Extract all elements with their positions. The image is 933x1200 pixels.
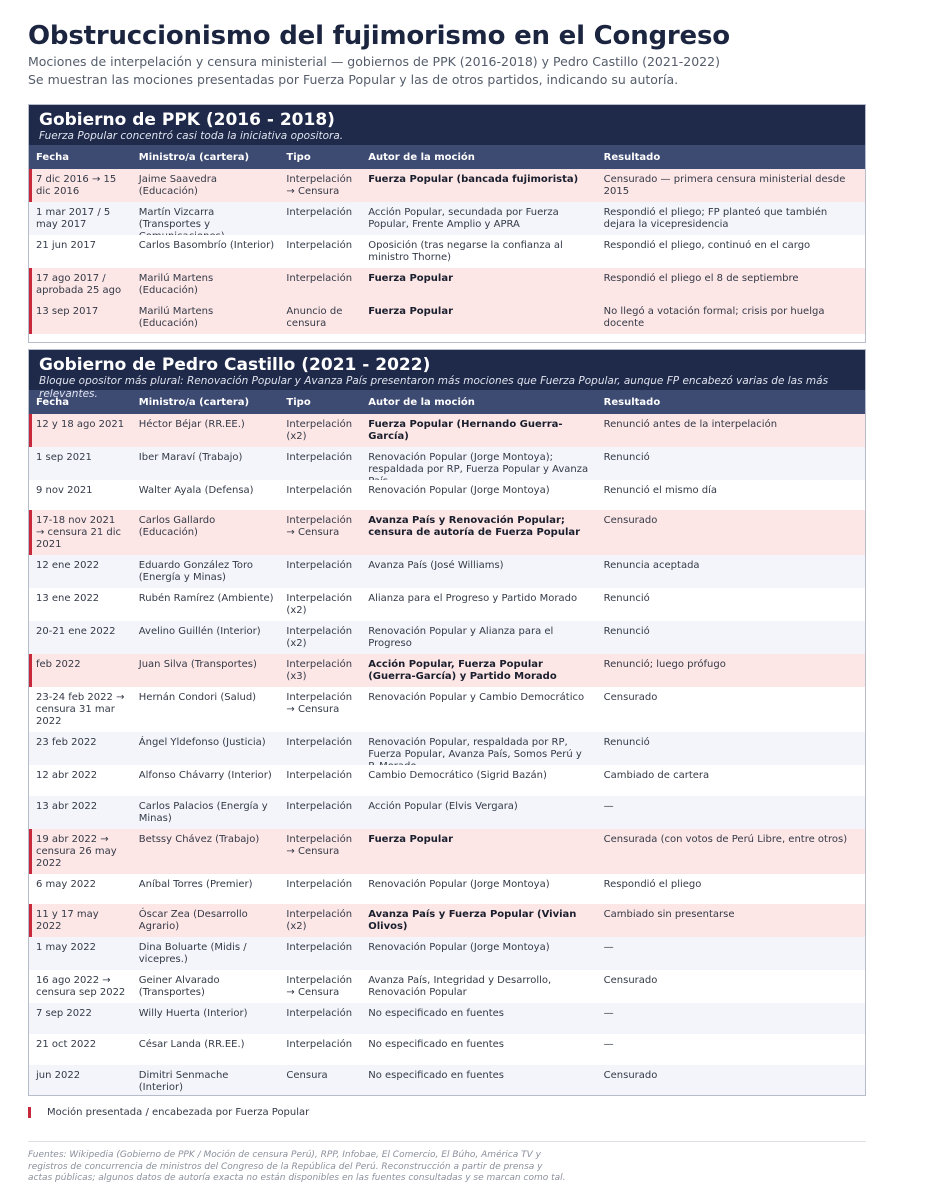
table-row [29, 654, 865, 687]
cell-fecha: 1 sep 2021 [36, 452, 92, 463]
cell-autor: No especificado en fuentes [368, 1039, 505, 1050]
cell-tipo: Interpelación [286, 207, 353, 218]
cell-fecha: 12 y 18 ago 2021 [36, 419, 125, 430]
cell-autor: Fuerza Popular [368, 273, 454, 284]
cell-ministro: Avelino Guillén (Interior) [138, 626, 261, 637]
column-tipo: Tipo [286, 396, 311, 408]
page-title: Obstruccionismo del fujimorismo en el Congreso [28, 21, 730, 51]
column-tipo: Tipo [286, 151, 311, 163]
ppk-panel-header [29, 105, 865, 145]
cell-resultado: Cambiado de cartera [603, 770, 710, 781]
table-row [29, 732, 865, 765]
cell-autor: Cambio Democrático (Sigrid Bazán) [368, 770, 547, 781]
cell-resultado: Censurado [603, 515, 658, 526]
table-row [29, 480, 865, 510]
cell-ministro: Óscar Zea (Desarrollo Agrario) [138, 909, 248, 932]
table-row [29, 970, 865, 1003]
cell-ministro: Carlos Gallardo (Educación) [138, 515, 216, 538]
table-row [29, 937, 865, 970]
cell-ministro: César Landa (RR.EE.) [138, 1039, 245, 1050]
cell-fecha: 1 mar 2017 / 5 may 2017 [36, 207, 111, 230]
cell-resultado: Censurada (con votos de Perú Libre, entre otros) [603, 834, 848, 845]
cell-tipo: Interpelación [286, 560, 353, 571]
cell-fecha: 7 sep 2022 [36, 1008, 92, 1019]
table-row [29, 510, 865, 555]
cell-tipo: Interpelación → Censura [286, 515, 353, 538]
table-row [29, 904, 865, 937]
cell-autor: Renovación Popular y Alianza para el Progreso [368, 626, 554, 649]
cell-ministro: Alfonso Chávarry (Interior) [138, 770, 272, 781]
cell-autor: Avanza País (José Williams) [368, 560, 504, 571]
cell-fecha: 21 jun 2017 [36, 240, 96, 251]
column-resultado: Resultado [603, 151, 661, 163]
cell-autor: Acción Popular (Elvis Vergara) [368, 801, 518, 812]
cell-ministro: Carlos Palacios (Energía y Minas) [138, 801, 268, 824]
cell-fecha: jun 2022 [36, 1070, 81, 1081]
cell-autor: Fuerza Popular [368, 306, 454, 317]
cell-autor: Renovación Popular (Jorge Montoya) [368, 485, 550, 496]
cell-resultado: Renunció [603, 737, 650, 748]
cell-resultado: Cambiado sin presentarse [603, 909, 735, 920]
cell-resultado: No llegó a votación formal; crisis por huelga docente [603, 306, 825, 329]
cell-resultado: Censurado [603, 692, 658, 703]
cell-ministro: Iber Maraví (Trabajo) [138, 452, 243, 463]
column-autor: Autor de la moción [368, 396, 475, 408]
table-row [29, 301, 865, 334]
ppk-panel-title: Gobierno de PPK (2016 - 2018) [39, 110, 335, 130]
legend-label: Moción presentada / encabezada por Fuerza Popular [47, 1107, 310, 1118]
cell-resultado: Censurado [603, 975, 658, 986]
table-row [29, 829, 865, 874]
cell-tipo: Interpelación (x2) [286, 909, 353, 932]
table-row [29, 169, 865, 202]
table-row [29, 235, 865, 268]
cell-ministro: Dina Boluarte (Midis / vicepres.) [138, 942, 247, 965]
table-row [29, 796, 865, 829]
cell-ministro: Ángel Yldefonso (Justicia) [138, 737, 266, 748]
cell-fecha: 6 may 2022 [36, 879, 96, 890]
cell-tipo: Interpelación (x3) [286, 659, 353, 682]
cell-resultado: — [603, 1039, 614, 1050]
table-row [29, 588, 865, 621]
cell-tipo: Interpelación [286, 942, 353, 953]
castillo-panel-subtitle: Bloque opositor más plural: Renovación Popular y Avanza País presentaron más mociones que Fuerza Popular, aunque FP encabezó varias de las más relevantes. [39, 375, 829, 400]
cell-tipo: Interpelación → Censura [286, 692, 353, 715]
castillo-column-header [29, 390, 865, 414]
cell-fecha: 12 abr 2022 [36, 770, 98, 781]
cell-ministro: Juan Silva (Transportes) [138, 659, 257, 670]
cell-resultado: Renunció el mismo día [603, 485, 718, 496]
cell-tipo: Interpelación [286, 452, 353, 463]
column-ministro: Ministro/a (cartera) [138, 151, 250, 163]
cell-ministro: Martín Vizcarra (Transportes y [138, 207, 215, 230]
cell-fecha: 7 dic 2016 → 15 dic 2016 [36, 174, 117, 197]
castillo-panel [28, 349, 866, 1096]
column-fecha: Fecha [36, 396, 70, 408]
cell-autor: Fuerza Popular (bancada fujimorista) [368, 174, 579, 185]
sources-footer [28, 1141, 866, 1185]
cell-tipo: Interpelación [286, 273, 353, 284]
cell-autor: Renovación Popular (Jorge Montoya); respaldada por RP, Fuerza Popular y Avanza [368, 452, 589, 475]
legend-swatch [28, 1107, 31, 1118]
cell-resultado: Censurado [603, 1070, 658, 1081]
cell-autor: Avanza País, Integridad y Desarrollo, Renovación Popular [368, 975, 552, 998]
cell-tipo: Censura [286, 1070, 328, 1081]
column-fecha: Fecha [36, 151, 70, 163]
cell-tipo: Interpelación → Censura [286, 975, 353, 998]
cell-fecha: 13 ene 2022 [36, 593, 100, 604]
cell-resultado: Respondió el pliego [603, 879, 702, 890]
table-row [29, 202, 865, 235]
cell-autor: Renovación Popular, respaldada por RP, Fuerza Popular, Avanza País, Somos Perú y [368, 737, 582, 760]
cell-fecha: 17-18 nov 2021 → censura 21 dic 2021 [36, 515, 122, 550]
sources-text: Fuentes: Wikipedia (Gobierno de PPK / Moción de censura Perú), RPP, Infobae, El Comercio, El Búho, América TV y registros de concurrencia de ministros del Congreso de la República del Perú. Reconstrucción a partir de prensa y actas públicas; algunos datos de autoría exacta no están disponibles en las fuentes consultadas y se marcan como tal. [28, 1150, 566, 1183]
cell-ministro: Aníbal Torres (Premier) [138, 879, 253, 890]
cell-resultado: Respondió el pliego, continuó en el cargo [603, 240, 811, 251]
cell-resultado: Renuncia aceptada [603, 560, 700, 571]
cell-ministro: Dimitri Senmache (Interior) [138, 1070, 229, 1093]
cell-autor: No especificado en fuentes [368, 1070, 505, 1081]
cell-autor: Oposición (tras negarse la confianza al ministro Thorne) [368, 240, 563, 263]
table-row [29, 555, 865, 588]
cell-ministro: Carlos Basombrío (Interior) [138, 240, 275, 251]
cell-ministro: Marilú Martens (Educación) [138, 306, 214, 329]
table-bottom-padding [29, 334, 865, 342]
cell-resultado: — [603, 942, 614, 953]
table-row [29, 621, 865, 654]
cell-tipo: Interpelación [286, 240, 353, 251]
cell-tipo: Interpelación → Censura [286, 834, 353, 857]
cell-resultado: Renunció; luego prófugo [603, 659, 726, 670]
cell-fecha: feb 2022 [36, 659, 81, 670]
cell-tipo: Interpelación [286, 770, 353, 781]
column-autor: Autor de la moción [368, 151, 475, 163]
cell-ministro: Héctor Béjar (RR.EE.) [138, 419, 245, 430]
cell-resultado: Censurado — primera censura ministerial desde 2015 [603, 174, 846, 197]
cell-tipo: Interpelación [286, 1039, 353, 1050]
cell-autor: Renovación Popular y Cambio Democrático [368, 692, 585, 703]
cell-autor: Alianza para el Progreso y Partido Morado [368, 593, 578, 604]
cell-tipo: Interpelación [286, 737, 353, 748]
cell-tipo: Interpelación → Censura [286, 174, 353, 197]
cell-resultado: Respondió el pliego el 8 de septiembre [603, 273, 799, 284]
cell-fecha: 21 oct 2022 [36, 1039, 97, 1050]
cell-resultado: Renunció [603, 452, 650, 463]
cell-fecha: 17 ago 2017 / aprobada 25 ago [36, 273, 122, 296]
cell-autor: Renovación Popular (Jorge Montoya) [368, 942, 550, 953]
cell-fecha: 23-24 feb 2022 → censura 31 mar 2022 [36, 692, 125, 727]
ppk-panel [28, 104, 866, 343]
cell-fecha: 13 sep 2017 [36, 306, 99, 317]
cell-ministro: Eduardo González Toro (Energía y Minas) [138, 560, 253, 583]
page-header [28, 20, 908, 89]
cell-tipo: Interpelación [286, 801, 353, 812]
table-row [29, 1034, 865, 1065]
table-row [29, 447, 865, 480]
cell-autor: Fuerza Popular [368, 834, 454, 845]
cell-ministro: Rubén Ramírez (Ambiente) [138, 593, 274, 604]
cell-autor: Acción Popular, secundada por Fuerza Popular, Frente Amplio y APRA [368, 207, 559, 230]
cell-resultado: Respondió el pliego; FP planteó que también dejara la vicepresidencia [603, 207, 828, 230]
legend [28, 1107, 309, 1118]
cell-ministro: Willy Huerta (Interior) [138, 1008, 248, 1019]
cell-ministro: Betssy Chávez (Trabajo) [138, 834, 260, 845]
table-row [29, 1003, 865, 1034]
castillo-table-body [29, 414, 865, 1095]
cell-fecha: 11 y 17 may 2022 [36, 909, 99, 932]
table-row [29, 268, 865, 301]
column-resultado: Resultado [603, 396, 661, 408]
cell-resultado: Renunció [603, 593, 650, 604]
cell-autor: Fuerza Popular (Hernando Guerra-García) [368, 419, 563, 442]
ppk-panel-subtitle: Fuerza Popular concentró casi toda la iniciativa opositora. [39, 130, 344, 142]
cell-fecha: 12 ene 2022 [36, 560, 100, 571]
castillo-panel-header [29, 350, 865, 400]
table-row [29, 687, 865, 732]
cell-autor: Avanza País y Fuerza Popular (Vivian Olivos) [368, 909, 577, 932]
cell-autor: Acción Popular, Fuerza Popular (Guerra-García) y Partido Morado [368, 659, 557, 682]
cell-autor: Renovación Popular (Jorge Montoya) [368, 879, 550, 890]
cell-resultado: — [603, 1008, 614, 1019]
cell-fecha: 20-21 ene 2022 [36, 626, 116, 637]
cell-resultado: — [603, 801, 614, 812]
cell-ministro: Geiner Alvarado (Transportes) [138, 975, 220, 998]
cell-tipo: Anuncio de censura [286, 306, 343, 329]
cell-fecha: 16 ago 2022 → censura sep 2022 [36, 975, 126, 998]
cell-tipo: Interpelación [286, 879, 353, 890]
cell-ministro: Jaime Saavedra (Educación) [138, 174, 217, 197]
cell-tipo: Interpelación (x2) [286, 626, 353, 649]
cell-tipo: Interpelación (x2) [286, 593, 353, 616]
ppk-column-header [29, 145, 865, 169]
cell-fecha: 19 abr 2022 → censura 26 may 2022 [36, 834, 117, 869]
cell-ministro: Walter Ayala (Defensa) [138, 485, 254, 496]
ppk-table-body [29, 169, 865, 342]
table-row [29, 414, 865, 447]
cell-fecha: 9 nov 2021 [36, 485, 93, 496]
table-row [29, 765, 865, 796]
cell-tipo: Interpelación [286, 1008, 353, 1019]
cell-tipo: Interpelación [286, 485, 353, 496]
page-subtitle: Mociones de interpelación y censura ministerial — gobiernos de PPK (2016-2018) y Pedro Castillo (2021-2022) [28, 54, 720, 69]
cell-resultado: Renunció [603, 626, 650, 637]
cell-autor: Avanza País y Renovación Popular; censura de autoría de Fuerza Popular [368, 515, 581, 538]
cell-fecha: 13 abr 2022 [36, 801, 98, 812]
column-ministro: Ministro/a (cartera) [138, 396, 250, 408]
cell-resultado: Renunció antes de la interpelación [603, 419, 778, 430]
cell-fecha: 1 may 2022 [36, 942, 96, 953]
cell-tipo: Interpelación (x2) [286, 419, 353, 442]
table-row [29, 1065, 865, 1095]
cell-autor: No especificado en fuentes [368, 1008, 505, 1019]
table-row [29, 874, 865, 904]
page-description: Se muestran las mociones presentadas por Fuerza Popular y las de otros partidos, indicando su autoría. [28, 72, 679, 87]
cell-ministro: Hernán Condori (Salud) [138, 692, 257, 703]
cell-fecha: 23 feb 2022 [36, 737, 97, 748]
castillo-panel-title: Gobierno de Pedro Castillo (2021 - 2022) [39, 355, 431, 375]
cell-ministro: Marilú Martens (Educación) [138, 273, 214, 296]
